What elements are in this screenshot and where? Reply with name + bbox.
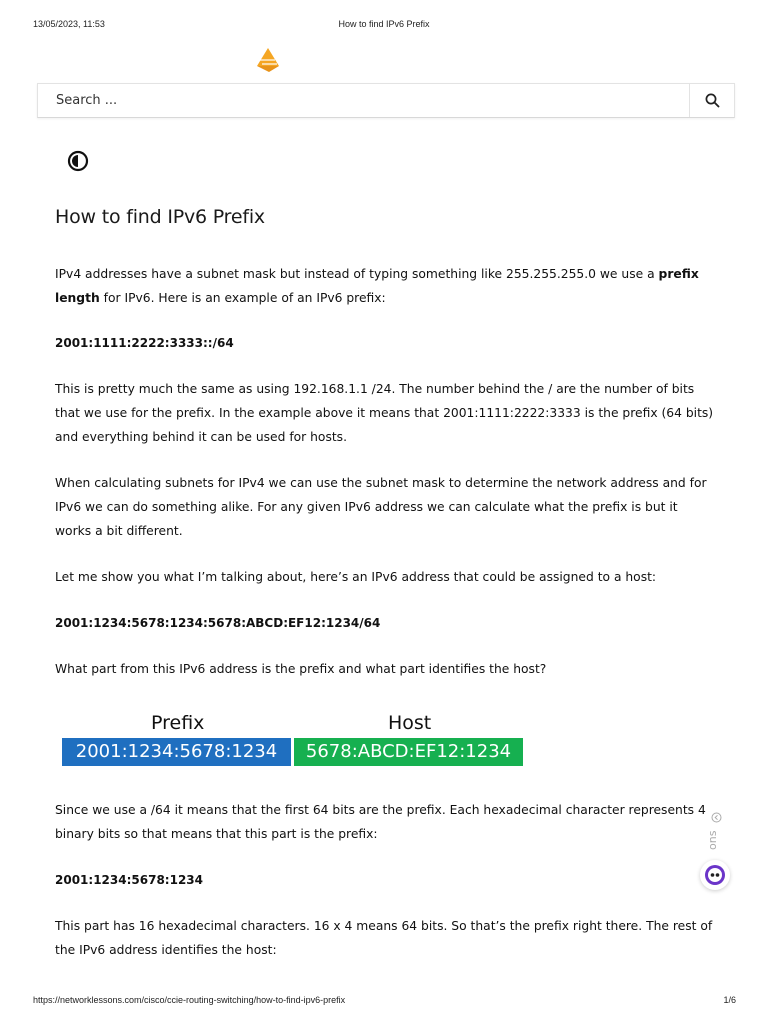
paragraph-intro-text: IPv4 addresses have a subnet mask but instead of typing something like 255.255.255.0 we use a <box>55 267 659 281</box>
print-datetime: 13/05/2023, 11:53 <box>33 19 105 29</box>
paragraph-calculating: When calculating subnets for IPv4 we can use the subnet mask to determine the network address and for IPv6 we can do something alike. For any given IPv6 address we can calculate what the prefix is but it works a bit different. <box>55 476 707 538</box>
code-example-address: 2001:1234:5678:1234:5678:ABCD:EF12:1234/64 <box>55 616 381 630</box>
print-footer <box>0 995 768 1007</box>
contrast-icon <box>67 150 89 172</box>
site-logo[interactable] <box>255 46 281 74</box>
paragraph-intro-end: for IPv6. Here is an example of an IPv6 prefix: <box>99 291 386 305</box>
search-icon <box>705 93 720 108</box>
print-url: https://networklessons.com/cisco/ccie-routing-switching/how-to-find-ipv6-prefix <box>33 995 346 1005</box>
paragraph-hex-count: This part has 16 hexadecimal characters. 16 x 4 means 64 bits. So that’s the prefix right there. The rest of the IPv6 address identifies the host: <box>55 919 713 957</box>
prefix-length-term: prefix length <box>55 267 699 305</box>
code-example-prefix-part: 2001:1234:5678:1234 <box>55 873 203 887</box>
print-header <box>0 19 768 31</box>
chat-bot-icon <box>704 864 726 886</box>
paragraph-intro <box>55 262 715 310</box>
diagram-host-label: Host <box>388 712 432 734</box>
diagram-prefix-label: Prefix <box>151 712 205 734</box>
article-title: How to find IPv6 Prefix <box>55 206 265 228</box>
paragraph-show: Let me show you what I’m talking about, here’s an IPv6 address that could be assigned to a host: <box>55 570 657 584</box>
print-page-number: 1/6 <box>723 995 736 1005</box>
search-input[interactable] <box>38 84 688 117</box>
diagram-host-box: 5678:ABCD:EF12:1234 <box>294 738 523 766</box>
paragraph-question: What part from this IPv6 address is the prefix and what part identifies the host? <box>55 662 547 676</box>
contrast-toggle[interactable] <box>67 150 89 172</box>
code-example-prefix: 2001:1111:2222:3333::/64 <box>55 336 234 350</box>
diagram-prefix-box: 2001:1234:5678:1234 <box>62 738 291 766</box>
print-page-title: How to find IPv6 Prefix <box>338 19 430 29</box>
prefix-host-diagram <box>62 712 532 768</box>
side-widget <box>698 808 734 898</box>
paragraph-explanation: This is pretty much the same as using 192.168.1.1 /24. The number behind the / are the number of bits that we use for the prefix. In the example above it means that 2001:1111:2222:3333 is the prefix (64 bits) and everything behind it can be used for hosts. <box>55 382 714 444</box>
chat-widget-button[interactable] <box>700 860 730 890</box>
search-bar <box>37 83 735 118</box>
search-button[interactable] <box>689 84 734 117</box>
side-widget-label: ons <box>706 830 719 850</box>
paper-plane-logo-icon <box>255 46 281 74</box>
paragraph-since: Since we use a /64 it means that the first 64 bits are the prefix. Each hexadecimal character represents 4 binary bits so that means that this part is the prefix: <box>55 803 706 841</box>
